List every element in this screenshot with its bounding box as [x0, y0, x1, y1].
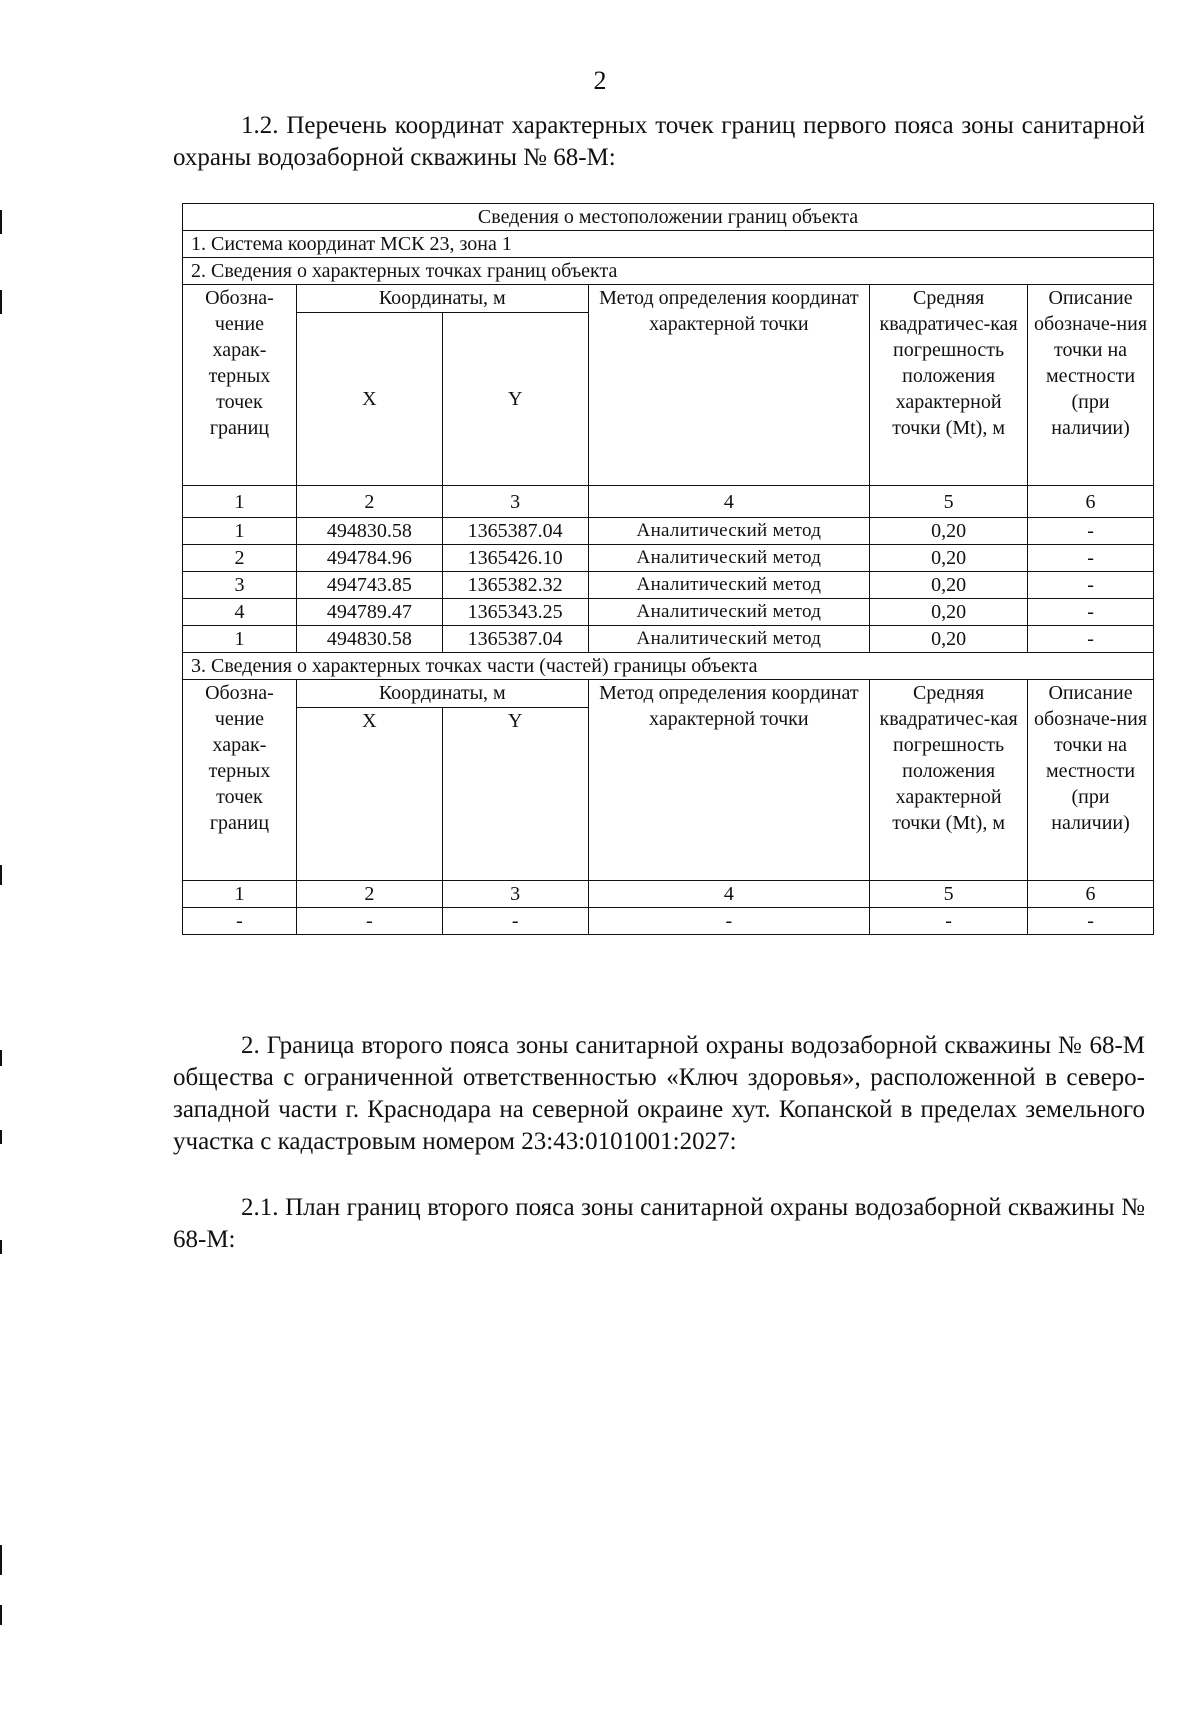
cell-x: 494784.96 [296, 545, 442, 572]
header-x: X [296, 708, 442, 881]
header-description: Описание обозначе-ния точки на местности (при наличии) [1028, 680, 1154, 881]
cell-desc: - [1028, 599, 1154, 626]
cell-x: 494830.58 [296, 626, 442, 653]
header-method: Метод определения координат характерной точки [588, 680, 870, 881]
cell-mt: 0,20 [870, 518, 1028, 545]
section-heading [173, 110, 1145, 174]
cell-method: Аналитический метод [588, 518, 870, 545]
cell-method: Аналитический метод [588, 599, 870, 626]
cell-mt: 0,20 [870, 545, 1028, 572]
column-number: 1 [183, 486, 297, 518]
cell-y: 1365387.04 [442, 626, 588, 653]
cell-method: Аналитический метод [588, 572, 870, 599]
cell-x: 494830.58 [296, 518, 442, 545]
cell-method: - [588, 908, 870, 935]
paragraph-2 [173, 1030, 1145, 1158]
scan-edge-mark [0, 1605, 2, 1625]
column-number: 6 [1028, 881, 1154, 908]
scan-edge-mark [0, 1050, 2, 1066]
paragraph-2-1 [173, 1192, 1145, 1256]
column-number: 6 [1028, 486, 1154, 518]
cell-desc: - [1028, 908, 1154, 935]
column-number: 4 [588, 881, 870, 908]
scan-edge-mark [0, 1240, 2, 1254]
cell-method: Аналитический метод [588, 626, 870, 653]
heading-number: 1.2. [241, 112, 279, 139]
table-title: Сведения о местоположении границ объекта [183, 204, 1154, 231]
cell-y: 1365387.04 [442, 518, 588, 545]
cell-point: 1 [183, 626, 297, 653]
header-description: Описание обозначе-ния точки на местности (при наличии) [1028, 285, 1154, 486]
section3-title: 3. Сведения о характерных точках части (частей) границы объекта [183, 653, 1154, 680]
table-row [183, 599, 1154, 626]
cell-mt: 0,20 [870, 572, 1028, 599]
cell-x: - [296, 908, 442, 935]
header-accuracy: Средняя квадратичес-кая погрешность положения характерной точки (Mt), м [870, 285, 1028, 486]
header-coordinates: Координаты, м [296, 680, 588, 708]
cell-point: - [183, 908, 297, 935]
header-accuracy: Средняя квадратичес-кая погрешность положения характерной точки (Mt), м [870, 680, 1028, 881]
column-number: 3 [442, 486, 588, 518]
cell-point: 1 [183, 518, 297, 545]
cell-desc: - [1028, 626, 1154, 653]
coord-system: 1. Система координат МСК 23, зона 1 [183, 231, 1154, 258]
cell-mt: 0,20 [870, 626, 1028, 653]
cell-point: 2 [183, 545, 297, 572]
cell-x: 494743.85 [296, 572, 442, 599]
cell-method: Аналитический метод [588, 545, 870, 572]
table-row [183, 908, 1154, 935]
scan-edge-mark [0, 1545, 2, 1575]
table-row [183, 545, 1154, 572]
cell-y: 1365426.10 [442, 545, 588, 572]
table-row [183, 626, 1154, 653]
header-coordinates: Координаты, м [296, 285, 588, 313]
table-row [183, 518, 1154, 545]
column-number: 2 [296, 881, 442, 908]
coordinates-table [182, 203, 1154, 935]
cell-y: 1365382.32 [442, 572, 588, 599]
cell-point: 3 [183, 572, 297, 599]
cell-y: 1365343.25 [442, 599, 588, 626]
column-number: 5 [870, 881, 1028, 908]
cell-y: - [442, 908, 588, 935]
header-y: Y [442, 313, 588, 486]
cell-desc: - [1028, 572, 1154, 599]
cell-mt: 0,20 [870, 599, 1028, 626]
header-x: X [296, 313, 442, 486]
page-number: 2 [593, 66, 607, 95]
header-y: Y [442, 708, 588, 881]
scan-edge-mark [0, 290, 2, 314]
column-number: 1 [183, 881, 297, 908]
scan-edge-mark [0, 210, 2, 234]
heading-text: Перечень координат характерных точек границ первого пояса зоны санитарной охраны водозаборной скважины № 68-М: [173, 112, 1146, 171]
column-number: 5 [870, 486, 1028, 518]
cell-desc: - [1028, 518, 1154, 545]
header-designation: Обозна-чение харак-терных точек границ [183, 285, 297, 486]
cell-desc: - [1028, 545, 1154, 572]
column-number: 3 [442, 881, 588, 908]
cell-x: 494789.47 [296, 599, 442, 626]
section2-title: 2. Сведения о характерных точках границ объекта [183, 258, 1154, 285]
table-row [183, 572, 1154, 599]
header-designation: Обозна-чение харак-терных точек границ [183, 680, 297, 881]
paragraph-2-1-text: 2.1. План границ второго пояса зоны санитарной охраны водозаборной скважины № 68-М: [173, 1194, 1145, 1253]
scan-edge-mark [0, 865, 2, 885]
cell-mt: - [870, 908, 1028, 935]
paragraph-2-text: 2. Граница второго пояса зоны санитарной охраны водозаборной скважины № 68-М общества с ограниченной ответственностью «Ключ здоровья», расположенной в северо-западной части г. Краснодара на северной окраине хут. Копанской в пределах земельного участка с кадастровым номером 23:43:0101001:2027: [173, 1032, 1145, 1155]
scan-edge-mark [0, 1130, 2, 1144]
column-number: 2 [296, 486, 442, 518]
header-method: Метод определения координат характерной точки [588, 285, 870, 486]
cell-point: 4 [183, 599, 297, 626]
column-number: 4 [588, 486, 870, 518]
